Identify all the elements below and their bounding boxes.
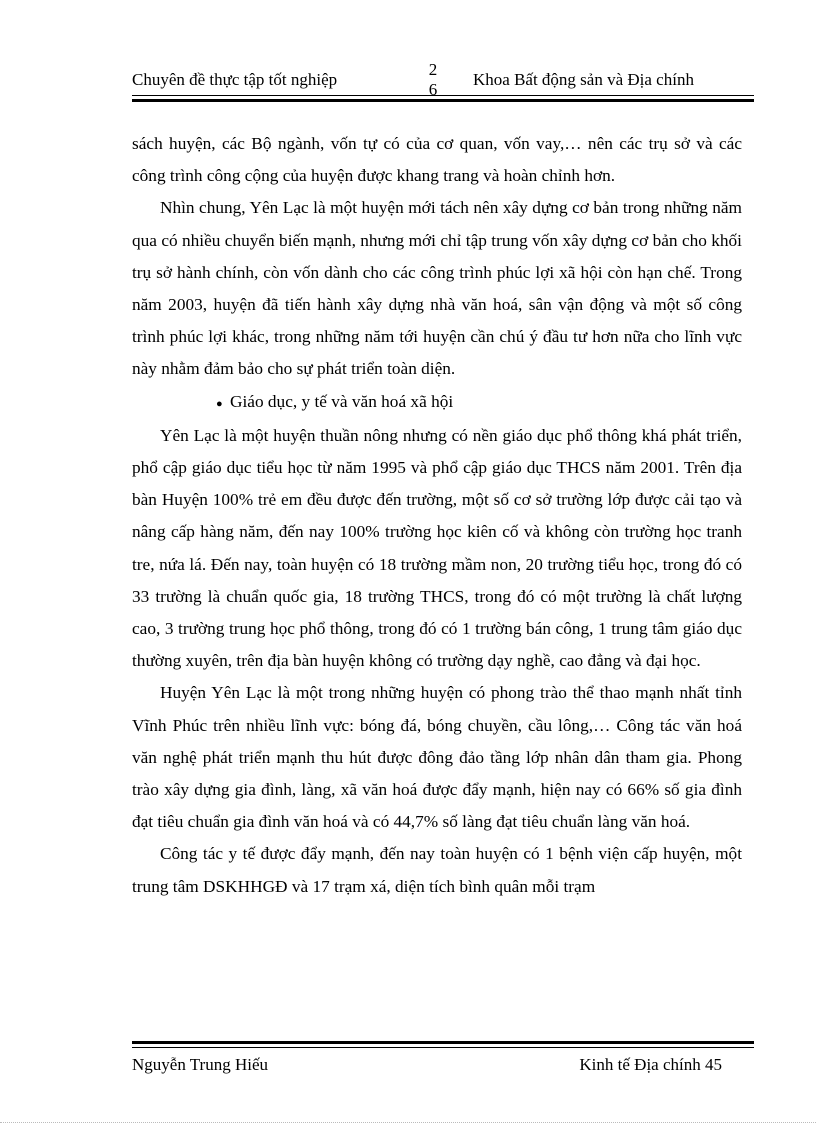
paragraph-2: Nhìn chung, Yên Lạc là một huyện mới tách nên xây dựng cơ bản trong những năm qua có nhiều chuyển biến mạnh, nhưng mới chỉ tập trung vốn xây dựng cơ bản cho khối trụ sở hành chính, còn vốn dành cho các công trình phúc lợi xã hội còn hạn chế. Trong năm 2003, huyện đã tiến hành xây dựng nhà văn hoá, sân vận động và một số công trình phúc lợi khác, trong những năm tới huyện cần chú ý đầu tư hơn nữa cho lĩnh vực này nhằm đảm bảo cho sự phát triển toàn diện. (132, 198, 742, 379)
bullet-icon: ● (216, 397, 223, 410)
header-right-title: Khoa Bất động sản và Địa chính (473, 70, 694, 89)
header-page-number: 2 6 (428, 60, 438, 99)
footer-author: Nguyễn Trung Hiếu (132, 1055, 269, 1074)
bullet-item (132, 386, 742, 420)
paragraph-1: sách huyện, các Bộ ngành, vốn tự có của cơ quan, vốn vay,… nên các trụ sở và các công trình công cộng của huyện được khang trang và hoàn chỉnh hơn. (132, 134, 742, 186)
footer-rule-thick (132, 1041, 754, 1044)
header-rule-thin (132, 95, 754, 96)
paragraph-4: Huyện Yên Lạc là một trong những huyện có phong trào thể thao mạnh nhất tỉnh Vĩnh Phúc trên nhiều lĩnh vực: bóng đá, bóng chuyền, cầu lông,… Công tác văn hoá văn nghệ phát triển mạnh thu hút được đông đảo tầng lớp nhân dân tham gia. Phong trào xây dựng gia đình, làng, xã văn hoá được đẩy mạnh, hiện nay có 66% số gia đình đạt tiêu chuẩn gia đình văn hoá và có 44,7% số làng đạt tiêu chuẩn làng văn hoá. (132, 683, 742, 832)
header-left-title: Chuyên đề thực tập tốt nghiệp (132, 70, 338, 89)
footer-class: Kinh tế Địa chính 45 (579, 1055, 722, 1074)
bullet-heading: Giáo dục, y tế và văn hoá xã hội (230, 391, 454, 411)
footer-rule-thin (132, 1047, 754, 1048)
paragraph-5: Công tác y tế được đẩy mạnh, đến nay toàn huyện có 1 bệnh viện cấp huyện, một trung tâm DSKHHGĐ và 17 trạm xá, diện tích bình quân mỗi trạm (132, 844, 742, 896)
document-body (132, 128, 742, 903)
paragraph-3: Yên Lạc là một huyện thuần nông nhưng có nền giáo dục phổ thông khá phát triển, phổ cập giáo dục tiểu học từ năm 1995 và phổ cập giáo dục THCS năm 2001. Trên địa bàn Huyện 100% trẻ em đều được đến trường, một số cơ sở trường lớp được cải tạo và nâng cấp hàng năm, đến nay 100% trường học kiên cố và không còn trường học tranh tre, nứa lá. Đến nay, toàn huyện có 18 trường mầm non, 20 trường tiểu học, trong đó có 33 trường là chuẩn quốc gia, 18 trường THCS, trong đó có một trường là chất lượng cao, 3 trường trung học phổ thông, trong đó có 1 trường bán công, 1 trung tâm giáo dục thường xuyên, trên địa bàn huyện không có trường dạy nghề, cao đẳng và đại học. (132, 425, 742, 671)
header-rule-thick (132, 99, 754, 102)
